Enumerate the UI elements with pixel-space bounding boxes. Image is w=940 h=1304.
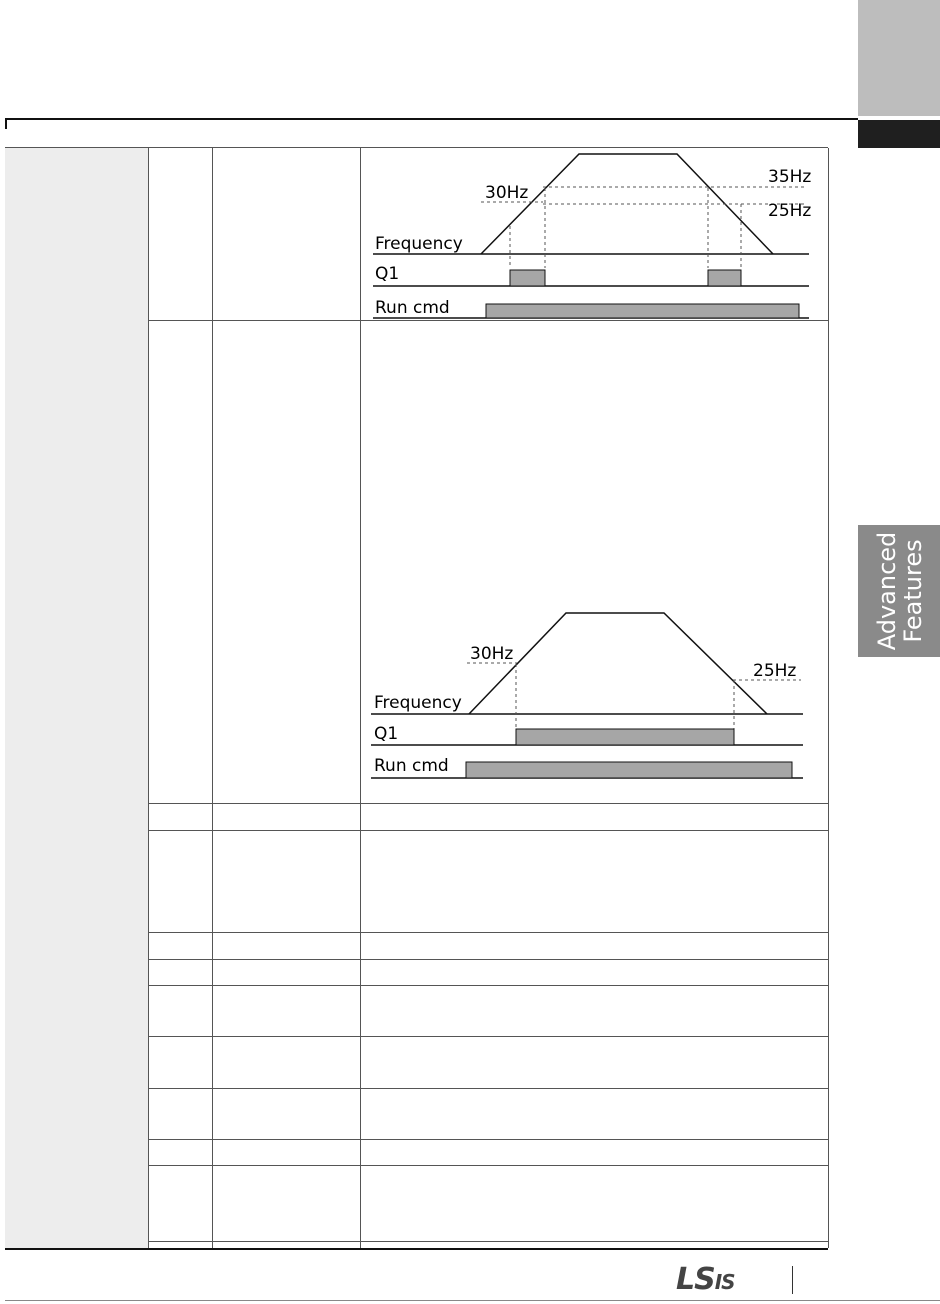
table-row-divider (148, 985, 828, 986)
table-left-column (5, 148, 148, 1248)
table-row-divider (148, 1139, 828, 1140)
diagram2-label-25hz: 25Hz (753, 661, 797, 681)
logo-sub: IS (714, 1270, 735, 1294)
run-cmd-bar (486, 304, 799, 318)
logo-main: LS (676, 1262, 715, 1297)
timing-diagram-1 (361, 148, 827, 320)
table-row-divider (148, 959, 828, 960)
table-row-divider (148, 1036, 828, 1037)
frequency-profile (469, 613, 767, 714)
company-logo (676, 1262, 735, 1297)
table-row-divider (148, 1088, 828, 1089)
table-col-divider-2 (212, 148, 213, 1248)
table-row-divider (148, 320, 828, 321)
table-row-divider (148, 1165, 828, 1166)
section-tab-label (874, 525, 934, 657)
diagram2-label-frequency: Frequency (374, 693, 462, 713)
table-row-divider (148, 932, 828, 933)
footer-rule (5, 1300, 940, 1301)
diagram2-label-q1: Q1 (374, 724, 399, 744)
q1-pulse (510, 270, 545, 286)
table-right-border (828, 148, 829, 1248)
header-rule-tick (5, 118, 7, 129)
timing-diagram-2 (361, 606, 827, 786)
table-row-divider (148, 830, 828, 831)
table-row-divider (148, 803, 828, 804)
q1-pulse (516, 729, 734, 745)
footer-separator (792, 1266, 793, 1294)
diagram1-label-run: Run cmd (375, 298, 450, 318)
q1-pulse (708, 270, 741, 286)
section-tab-label-line1: Advanced (873, 531, 901, 651)
diagram1-label-30hz: 30Hz (485, 183, 529, 203)
diagram1-label-25hz: 25Hz (768, 201, 812, 221)
diagram1-label-q1: Q1 (375, 264, 400, 284)
section-tab-label-line2: Features (899, 539, 927, 643)
chapter-tab-marker (858, 120, 940, 148)
diagram1-label-35hz: 35Hz (768, 167, 812, 187)
section-tab[interactable] (858, 525, 940, 657)
diagram2-label-run: Run cmd (374, 756, 449, 776)
table-bottom-border (5, 1248, 828, 1250)
chapter-tab-top (858, 0, 940, 116)
diagram1-label-frequency: Frequency (375, 234, 463, 254)
table-col-divider-1 (148, 148, 149, 1248)
run-cmd-bar (466, 762, 792, 778)
table-row-divider (148, 1241, 828, 1242)
header-rule (5, 118, 858, 120)
diagram2-label-30hz: 30Hz (470, 644, 514, 664)
